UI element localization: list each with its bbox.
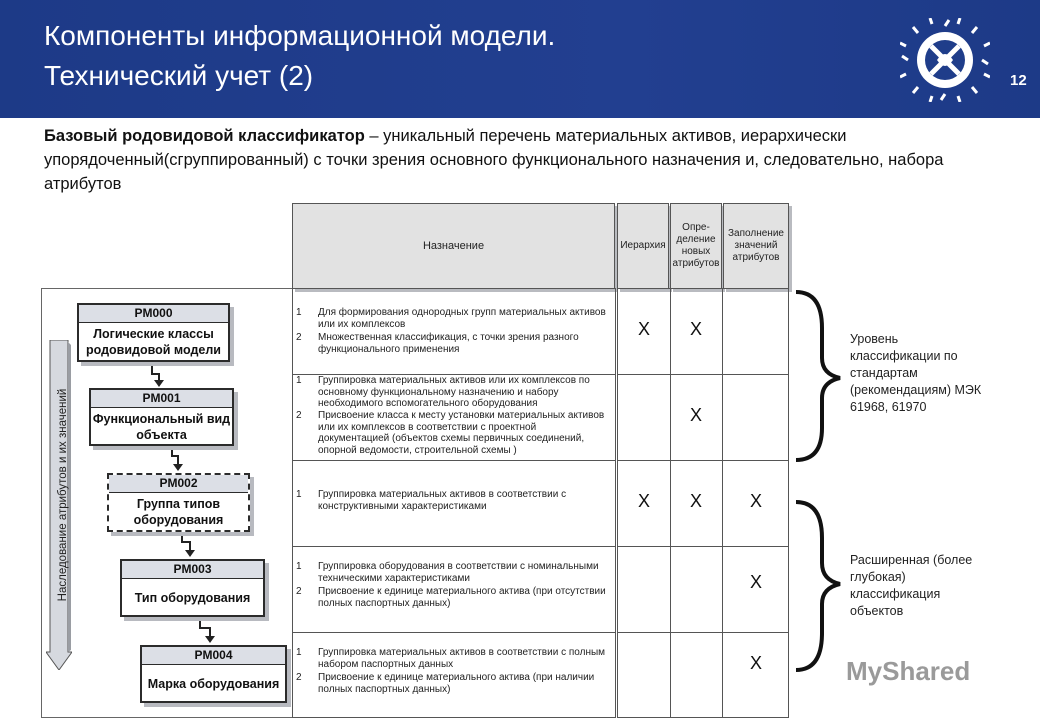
company-sun-logo-icon <box>900 18 990 102</box>
item-number: 2 <box>296 672 302 683</box>
pm003-box <box>120 559 265 617</box>
row-divider <box>617 374 789 375</box>
brace-icon <box>792 288 848 678</box>
pm004-box <box>140 645 287 703</box>
header-purpose: Назначение <box>292 203 615 289</box>
row-divider <box>617 632 789 633</box>
pm000-box <box>77 303 230 362</box>
item-number: 1 <box>296 647 302 658</box>
mark-row3-fill-values: X <box>749 572 762 592</box>
pm-code: PM003 <box>122 561 263 579</box>
item-number: 1 <box>296 375 302 386</box>
pm-name: Функциональный вид объекта <box>92 411 231 442</box>
mark-row2-new-attributes: X <box>689 491 702 511</box>
pm-name: Марка оборудования <box>147 676 280 691</box>
item-text: Группировка материальных активов или их комплексов по основному функциональному назначению и набору необходимого вспомогательного оборудования <box>318 375 590 409</box>
mark-row1-new-attributes: X <box>689 405 702 425</box>
inheritance-label: Наследование атрибутов и их значений <box>57 388 69 602</box>
item-number: 2 <box>296 332 302 343</box>
header-bar <box>0 0 1040 118</box>
pm-name: Группа типов оборудования <box>133 497 224 527</box>
header-new-attributes: Опре-деление новых атрибутов <box>670 203 722 289</box>
pm-name: Логические классы родовидовой модели <box>86 327 221 357</box>
pm-code: PM000 <box>79 305 228 323</box>
note-standard-level: Уровень классификации по стандартам (рекомендациям) МЭК 61968, 61970 <box>850 332 982 414</box>
mark-row4-fill-values: X <box>749 653 762 673</box>
item-text: Присвоение к единице материального актива (при отсутствии полных паспортных данных) <box>318 586 606 609</box>
intro-term: Базовый родовидовой классификатор <box>44 127 365 145</box>
row-divider <box>617 460 789 461</box>
intro-definition: – уникальный перечень материальных активов, иерархически упорядоченный(сгруппированный) с точки зрения основного функционального назначения и, следовательно, набора атрибутов <box>44 127 944 193</box>
slide-title-line2: Технический учет (2) <box>44 60 314 91</box>
item-text: Группировка оборудования в соответствии с номинальными техническими характеристиками <box>318 561 599 584</box>
pm-code: PM004 <box>142 647 285 665</box>
item-number: 2 <box>296 410 302 421</box>
mark-row2-hierarchy: X <box>637 491 650 511</box>
item-text: Множественная классификация, с точки зрения разного функционального применения <box>318 332 579 355</box>
watermark: MyShared <box>846 656 971 686</box>
pm-name: Тип оборудования <box>134 590 251 605</box>
item-text: Присвоение класса к месту установки материальных активов или их комплексов в соответствии с проектной документацией (объектов схемы первичных соединений, опорной ведомости, строительной схемы ) <box>318 410 605 456</box>
mark-row0-new-attributes: X <box>689 319 702 339</box>
row-divider <box>617 546 789 547</box>
pm-code: PM002 <box>109 475 248 493</box>
mark-row2-fill-values: X <box>749 491 762 511</box>
header-fill-values: Заполнение значений атрибутов <box>723 203 789 289</box>
mark-row0-hierarchy: X <box>637 319 650 339</box>
intro-paragraph <box>44 124 1004 196</box>
note-extended-classification: Расширенная (более глубокая) классификация объектов <box>850 553 973 618</box>
header-hierarchy: Иерархия <box>617 203 669 289</box>
item-number: 2 <box>296 586 302 597</box>
item-number: 1 <box>296 561 302 572</box>
item-number: 1 <box>296 489 302 500</box>
pm001-box <box>89 388 234 446</box>
item-text: Присвоение к единице материального актива (при наличии полных паспортных данных) <box>318 672 595 695</box>
item-text: Группировка материальных активов в соответствии с полным набором паспортных данных <box>318 647 606 670</box>
slide-title-line1: Компоненты информационной модели. <box>44 20 556 51</box>
pm-code: PM001 <box>91 390 232 408</box>
item-number: 1 <box>296 307 302 318</box>
item-text: Для формирования однородных групп материальных активов или их комплексов <box>318 307 606 330</box>
page-number: 12 <box>1010 72 1027 89</box>
pm002-box <box>107 473 250 532</box>
item-text: Группировка материальных активов в соответствии с конструктивными характеристиками <box>318 489 567 512</box>
